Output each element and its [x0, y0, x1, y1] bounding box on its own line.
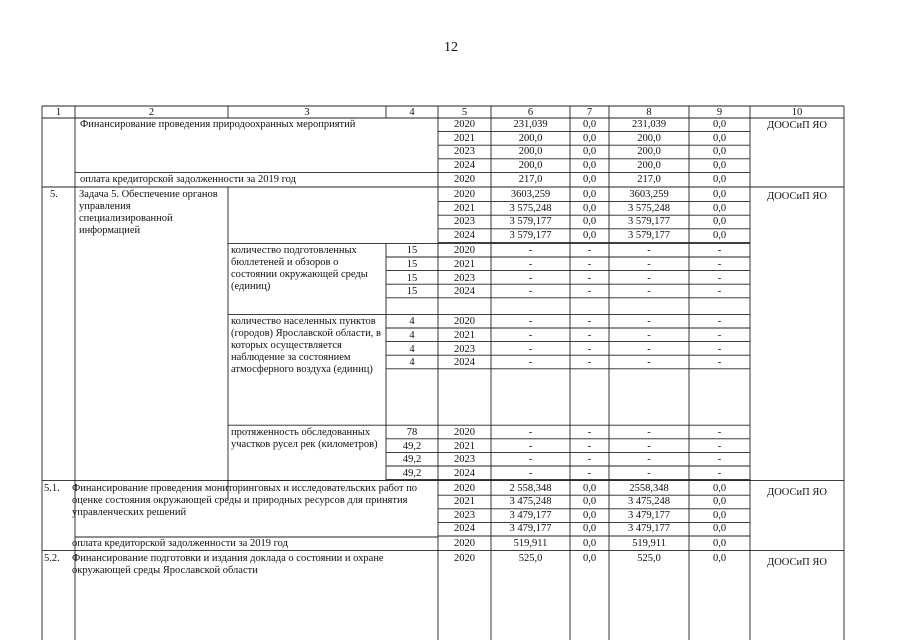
budget-row-year: 2020: [454, 189, 475, 200]
empty-dash: -: [647, 440, 651, 452]
budget-row-value: 0,0: [712, 132, 727, 144]
indicator-value: 15: [406, 272, 418, 284]
indicator-year: 2020: [454, 427, 475, 439]
empty-dash: -: [528, 343, 533, 355]
indicator-year: 2021: [454, 330, 475, 341]
executor: ДООСиП ЯО: [767, 556, 827, 568]
budget-row-value: 0,0: [582, 159, 597, 171]
budget-row-value: 0,0: [582, 216, 597, 228]
budget-row-value: 0,0: [582, 538, 597, 549]
empty-dash: -: [717, 343, 722, 355]
empty-dash: -: [587, 440, 592, 452]
indicator-value: 78: [406, 427, 418, 439]
column-header: 1: [55, 106, 62, 118]
indicator-year: 2024: [454, 286, 475, 298]
budget-row-value: 3603,259: [510, 189, 551, 200]
budget-row-value: 3 579,177: [509, 216, 552, 228]
empty-dash: -: [647, 343, 651, 355]
row-number: 5.1.: [44, 482, 60, 494]
empty-dash: -: [647, 272, 651, 284]
budget-row-value: 0,0: [712, 174, 727, 186]
column-header: 7: [586, 106, 593, 118]
empty-dash: -: [528, 286, 533, 298]
indicator-label: количество подготовленных бюллетеней и обзоров о состоянии окружающей среды (единиц): [231, 245, 368, 293]
indicator-value: 4: [409, 343, 415, 355]
indicator-year: 2023: [454, 272, 475, 284]
budget-row-year: 2024: [454, 523, 475, 535]
row-number: 5.2.: [44, 552, 60, 564]
budget-row-value: 0,0: [712, 509, 727, 521]
empty-dash: -: [528, 454, 533, 466]
indicator-value: 49,2: [402, 440, 422, 452]
indicator-label: количество населенных пунктов (городов) Ярославской области, в которых осуществляется наблюдение за состоянием атмосферного воздуха (единиц): [231, 316, 381, 376]
empty-dash: -: [587, 357, 592, 369]
indicator-year: 2024: [454, 357, 475, 369]
budget-row-value: 0,0: [712, 202, 727, 214]
task-title: Финансирование проведения мониторинговых и исследовательских работ по оценке состояния окружающей среды и природных ресурсов для принятия управленческих решений: [72, 482, 418, 518]
budget-row-value: 3 475,248: [509, 496, 552, 508]
budget-row-value: 0,0: [582, 202, 597, 214]
budget-row-value: 0,0: [712, 496, 727, 508]
empty-dash: -: [647, 427, 651, 439]
empty-dash: -: [717, 272, 722, 284]
empty-dash: -: [717, 245, 722, 257]
budget-row-value: 0,0: [712, 552, 727, 564]
column-header: 3: [304, 106, 310, 118]
budget-row-value: 0,0: [582, 509, 597, 521]
budget-row-value: 0,0: [712, 146, 727, 158]
budget-row-value: 525,0: [637, 552, 661, 564]
indicator-year: 2023: [454, 343, 475, 355]
empty-dash: -: [717, 286, 722, 298]
budget-row-value: 0,0: [712, 482, 727, 494]
empty-dash: -: [528, 272, 533, 284]
budget-row-value: 217,0: [637, 174, 661, 186]
budget-row-value: 0,0: [712, 119, 727, 130]
budget-row-year: 2024: [454, 229, 475, 241]
budget-row-value: 3 479,177: [628, 523, 670, 535]
empty-dash: -: [717, 357, 722, 369]
empty-dash: -: [647, 357, 651, 369]
budget-row-value: 0,0: [712, 229, 727, 241]
indicator-year: 2020: [454, 316, 475, 328]
indicator-value: 4: [409, 357, 415, 369]
empty-dash: -: [647, 245, 651, 257]
budget-row-value: 2 558,348: [509, 482, 552, 494]
executor: ДООСиП ЯО: [767, 120, 827, 131]
empty-dash: -: [647, 316, 651, 328]
budget-row-value: 0,0: [582, 174, 597, 186]
budget-row-value: 3 479,177: [628, 509, 670, 521]
budget-row-value: 3 575,248: [628, 202, 670, 214]
budget-row-value: 200,0: [518, 146, 543, 158]
budget-row-value: 0,0: [582, 523, 597, 535]
empty-dash: -: [717, 316, 722, 328]
debt-label: оплата кредиторской задолженности за 2019 год: [80, 174, 296, 186]
column-header: 8: [646, 106, 652, 118]
executor: ДООСиП ЯО: [767, 191, 827, 202]
indicator-value: 4: [409, 330, 415, 341]
budget-row-value: 200,0: [518, 132, 543, 144]
budget-row-value: 519,911: [632, 538, 666, 549]
budget-row-value: 0,0: [582, 146, 597, 158]
executor: ДООСиП ЯО: [767, 486, 827, 498]
budget-row-year: 2020: [454, 174, 475, 186]
budget-row-value: 3 579,177: [628, 229, 670, 241]
indicator-value: 49,2: [402, 468, 422, 479]
empty-dash: -: [717, 454, 722, 466]
budget-row-value: 0,0: [712, 159, 727, 171]
budget-row-value: 525,0: [518, 552, 543, 564]
empty-dash: -: [647, 468, 651, 479]
empty-dash: -: [587, 427, 592, 439]
indicator-value: 49,2: [402, 454, 422, 466]
indicator-value: 15: [406, 259, 418, 270]
empty-dash: -: [717, 440, 722, 452]
budget-row-value: 3 479,177: [509, 509, 552, 521]
empty-dash: -: [717, 427, 722, 439]
empty-dash: -: [528, 440, 533, 452]
indicator-year: 2021: [454, 259, 475, 270]
budget-row-value: 217,0: [518, 174, 543, 186]
budget-row-value: 200,0: [637, 146, 661, 158]
empty-dash: -: [647, 454, 651, 466]
empty-dash: -: [587, 272, 592, 284]
block-title: Финансирование проведения природоохранных мероприятий: [80, 119, 356, 130]
empty-dash: -: [717, 330, 722, 341]
budget-row-year: 2021: [454, 132, 475, 144]
empty-dash: -: [528, 468, 533, 479]
empty-dash: -: [528, 259, 533, 270]
budget-row-value: 3603,259: [629, 189, 669, 200]
budget-row-year: 2024: [454, 159, 475, 171]
indicator-year: 2024: [454, 468, 475, 479]
indicator-label: протяженность обследованных участков русел рек (километров): [231, 427, 378, 451]
empty-dash: -: [528, 357, 533, 369]
empty-dash: -: [647, 259, 651, 270]
budget-row-value: 0,0: [582, 552, 597, 564]
empty-dash: -: [717, 259, 722, 270]
budget-row-value: 0,0: [582, 229, 597, 241]
budget-row-year: 2021: [454, 496, 475, 508]
budget-row-year: 2023: [454, 146, 475, 158]
budget-row-value: 0,0: [712, 189, 727, 200]
budget-row-value: 200,0: [637, 159, 661, 171]
empty-dash: -: [587, 454, 592, 466]
budget-row-value: 3 575,248: [509, 202, 552, 214]
budget-row-value: 0,0: [582, 482, 597, 494]
budget-row-value: 0,0: [582, 496, 597, 508]
budget-row-year: 2020: [454, 552, 475, 564]
empty-dash: -: [587, 468, 592, 479]
budget-row-year: 2023: [454, 216, 475, 228]
budget-row-year: 2020: [454, 482, 475, 494]
indicator-value: 15: [406, 245, 418, 257]
budget-row-value: 231,039: [513, 119, 548, 130]
empty-dash: -: [528, 330, 533, 341]
empty-dash: -: [587, 330, 592, 341]
column-header: 10: [791, 106, 803, 118]
page-number: 12: [444, 40, 458, 55]
column-header: 9: [716, 106, 723, 118]
task-title: Финансирование подготовки и издания доклада о состоянии и охране окружающей среды Ярославской области: [72, 552, 384, 576]
empty-dash: -: [587, 286, 592, 298]
budget-row-value: 3 475,248: [628, 496, 670, 508]
empty-dash: -: [528, 427, 533, 439]
indicator-year: 2020: [454, 245, 475, 257]
budget-row-value: 3 579,177: [509, 229, 552, 241]
column-header: 4: [409, 106, 415, 118]
task-title: Задача 5. Обеспечение органов управления специализированной информацией: [79, 189, 218, 236]
indicator-year: 2021: [454, 440, 475, 452]
column-header: 6: [527, 106, 534, 118]
budget-row-value: 3 479,177: [509, 523, 552, 535]
budget-row-year: 2020: [454, 538, 475, 549]
indicator-year: 2023: [454, 454, 475, 466]
budget-row-value: 0,0: [712, 538, 727, 549]
budget-row-year: 2023: [454, 509, 475, 521]
empty-dash: -: [647, 330, 651, 341]
budget-row-value: 2558,348: [629, 482, 669, 494]
empty-dash: -: [587, 316, 592, 328]
empty-dash: -: [528, 316, 533, 328]
budget-row-year: 2021: [454, 202, 475, 214]
budget-row-value: 0,0: [582, 132, 597, 144]
budget-row-value: 0,0: [712, 523, 727, 535]
column-header: 5: [461, 106, 468, 118]
empty-dash: -: [587, 245, 592, 257]
row-number: 5.: [50, 189, 58, 200]
budget-row-value: 0,0: [582, 119, 597, 130]
column-header: 2: [148, 106, 155, 118]
budget-row-value: 0,0: [712, 216, 727, 228]
budget-row-year: 2020: [454, 119, 475, 130]
budget-row-value: 200,0: [518, 159, 543, 171]
empty-dash: -: [717, 468, 722, 479]
indicator-value: 4: [409, 316, 415, 328]
budget-row-value: 519,911: [513, 538, 548, 549]
empty-dash: -: [528, 245, 533, 257]
budget-row-value: 200,0: [637, 132, 661, 144]
budget-row-value: 3 579,177: [628, 216, 670, 228]
empty-dash: -: [587, 343, 592, 355]
budget-row-value: 0,0: [582, 189, 597, 200]
debt-label: оплата кредиторской задолженности за 2019 год: [72, 538, 288, 549]
empty-dash: -: [647, 286, 651, 298]
indicator-value: 15: [406, 286, 418, 298]
empty-dash: -: [587, 259, 592, 270]
budget-row-value: 231,039: [631, 119, 667, 130]
